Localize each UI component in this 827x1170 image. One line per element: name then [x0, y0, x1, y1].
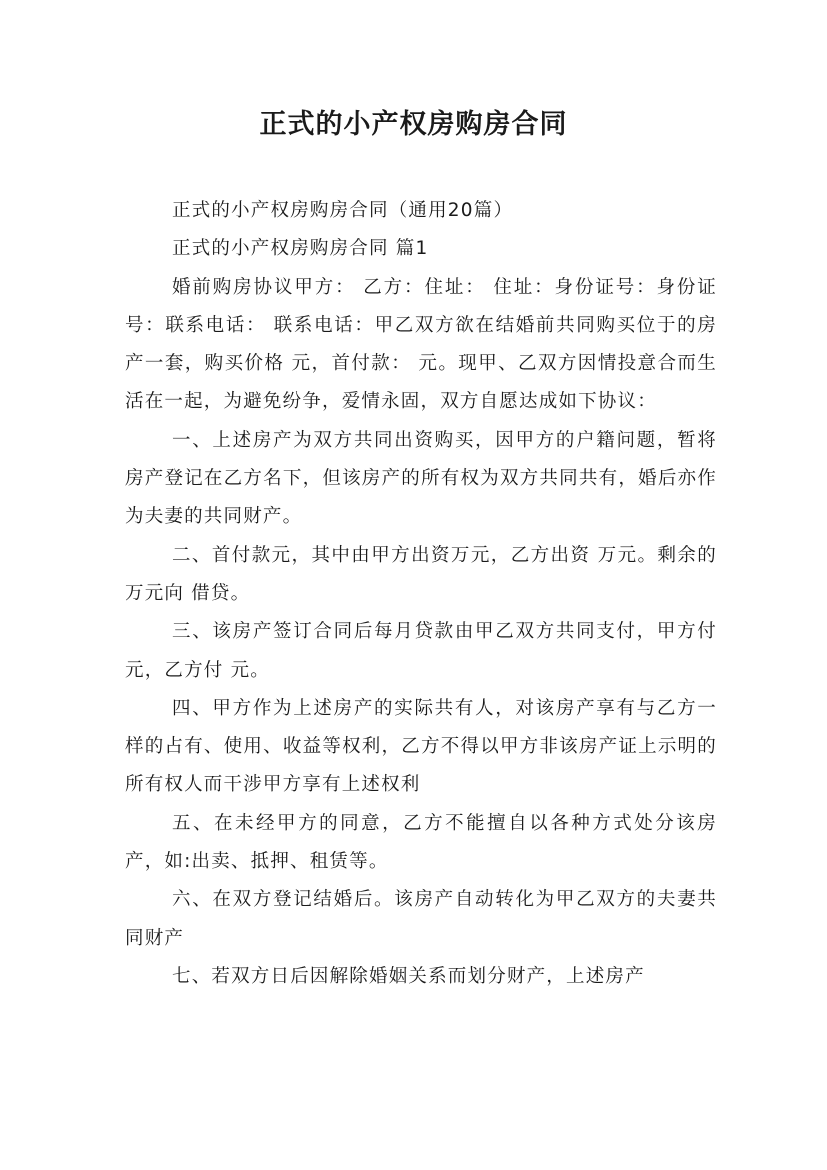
subtitle-paragraph: 正式的小产权房购房合同（通用20篇） — [172, 200, 514, 221]
paragraph-clause-6: 六、在双方登记结婚后。该房产自动转化为甲乙双方的夫妻共同财产 — [125, 889, 717, 949]
paragraph-clause-7: 七、若双方日后因解除婚姻关系而划分财产，上述房产 — [172, 965, 645, 987]
paragraph-clause-5: 五、在未经甲方的同意，乙方不能擅自以各种方式处分该房产，如:出卖、抵押、租赁等。 — [125, 812, 717, 873]
document-body — [125, 192, 717, 996]
paragraph-clause-3: 三、该房产签订合同后每月贷款由甲乙双方共同支付，甲方付 元，乙方付 元。 — [125, 621, 717, 681]
section-heading: 正式的小产权房购房合同 篇1 — [172, 238, 429, 260]
paragraph-intro: 婚前购房协议甲方： 乙方：住址： 住址：身份证号：身份证号：联系电话： 联系电话：甲乙双方欲在结婚前共同购买位于的房产一套，购买价格 元，首付款： 元。现甲、乙双方因情投意合而生活在一起，为避免纷争，爱情永固，双方自愿达成如下协议： — [125, 276, 717, 413]
paragraph-clause-4: 四、甲方作为上述房产的实际共有人，对该房产享有与乙方一样的占有、使用、收益等权利，乙方不得以甲方非该房产证上示明的所有权人而干涉甲方享有上述权利 — [125, 697, 717, 796]
paragraph-clause-2: 二、首付款元，其中由甲方出资万元，乙方出资 万元。剩余的 万元向 借贷。 — [125, 544, 717, 604]
document-title: 正式的小产权房购房合同 — [259, 109, 568, 140]
paragraph-clause-1: 一、上述房产为双方共同出资购买，因甲方的户籍问题，暂将房产登记在乙方名下，但该房产的所有权为双方共同共有，婚后亦作为夫妻的共同财产。 — [125, 429, 717, 528]
